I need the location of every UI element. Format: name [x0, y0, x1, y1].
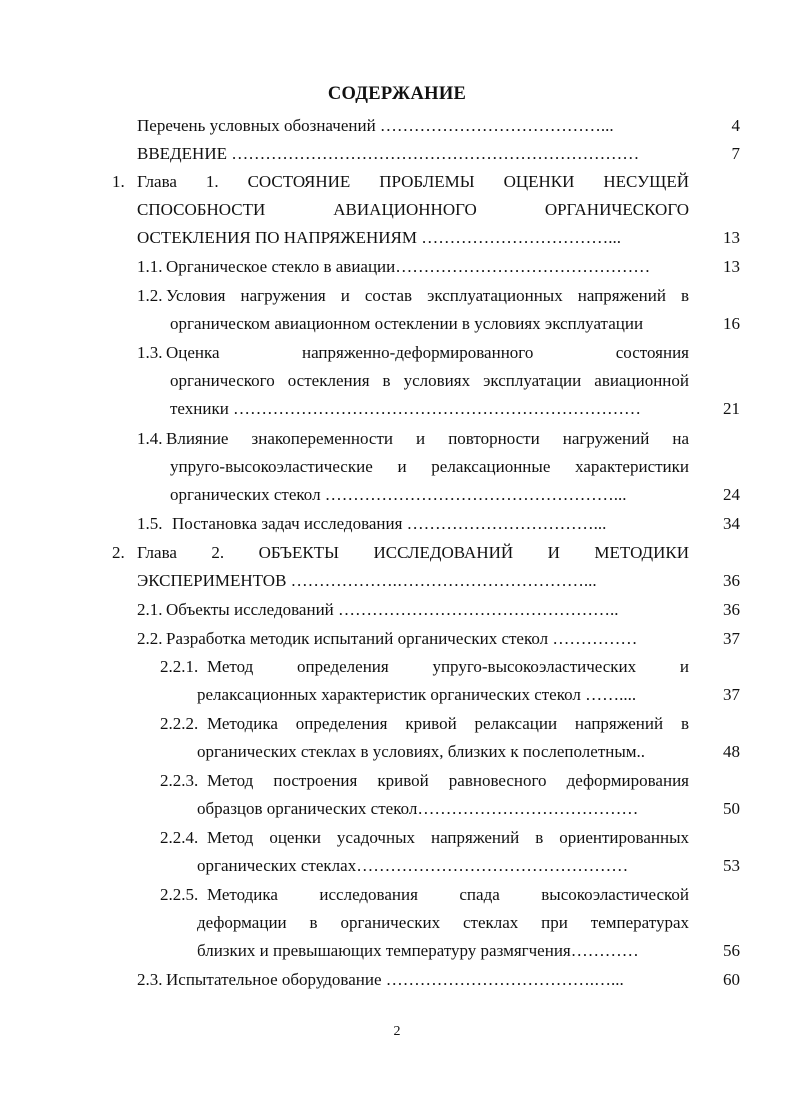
toc-entry-page: 16 — [723, 314, 740, 333]
toc-entry-page: 36 — [723, 571, 740, 590]
toc-entry-page: 34 — [723, 514, 740, 533]
toc-entry-number: 2.2. — [137, 629, 163, 648]
toc-entry-line: Глава 1. СОСТОЯНИЕ ПРОБЛЕМЫ ОЦЕНКИ НЕСУЩЕЙ — [137, 172, 689, 191]
toc-entry-line: Перечень условных обозначений …………………………………... — [137, 116, 614, 135]
toc-entry-page: 50 — [723, 799, 740, 818]
toc-entry-line: техники ……………………………………………………………… — [170, 399, 642, 418]
toc-entry-line: органическом авиационном остеклении в условиях эксплуатации — [170, 314, 644, 333]
toc-entry-number: 2.2.2. — [160, 714, 199, 733]
toc-entry-page: 13 — [723, 257, 740, 276]
toc-entry-number: 2.2.5. — [160, 885, 199, 904]
toc-entry-line: Испытательное оборудование ……………………………….…... — [166, 970, 624, 989]
toc-entry-line: органических стеклах………………………………………… — [197, 856, 629, 875]
toc-entry-number: 2.2.1. — [160, 657, 199, 676]
toc-entry-line: Метод построения кривой равновесного деформирования — [207, 771, 689, 790]
toc-entry-number: 1.3. — [137, 343, 163, 362]
toc-entry-line: Постановка задач исследования ……………………………... — [172, 514, 607, 533]
toc-entry-page: 56 — [723, 941, 740, 960]
toc-entry-line: ВВЕДЕНИЕ ……………………………………………………………… — [137, 144, 640, 163]
toc-entry-page: 21 — [723, 399, 740, 418]
toc-entry-page: 37 — [723, 685, 740, 704]
toc-entry-line: Методика исследования спада высокоэластической — [207, 885, 689, 904]
toc-entry-page: 36 — [723, 600, 740, 619]
toc-entry-page: 13 — [723, 228, 740, 247]
toc-entry-line: упруго-высокоэластические и релаксационные характеристики — [170, 457, 689, 476]
toc-entry-line: Оценка напряженно-деформированного состояния — [166, 343, 689, 362]
toc-entry-number: 1.1. — [137, 257, 163, 276]
toc-entry-number: 2.3. — [137, 970, 163, 989]
toc-entry-number: 1.2. — [137, 286, 163, 305]
toc-entry-line: Метод определения упруго-высокоэластических и — [207, 657, 689, 676]
toc-entry-line: Разработка методик испытаний органических стекол …………… — [166, 629, 638, 648]
toc-entry-page: 7 — [731, 144, 740, 163]
toc-entry-line: ОСТЕКЛЕНИЯ ПО НАПРЯЖЕНИЯМ ……………………………... — [137, 228, 621, 247]
toc-entry-page: 24 — [723, 485, 740, 504]
toc-entry-number: 2.2.4. — [160, 828, 199, 847]
toc-entry-page: 53 — [723, 856, 740, 875]
toc-entry-line: Глава 2. ОБЪЕКТЫ ИССЛЕДОВАНИЙ И МЕТОДИКИ — [137, 543, 689, 562]
toc-entry-page: 37 — [723, 629, 740, 648]
toc-entry-line: релаксационных характеристик органических стекол …….... — [197, 685, 637, 704]
toc-entry-line: ЭКСПЕРИМЕНТОВ ……………….……………………………... — [137, 571, 597, 590]
toc-entry-number: 2.1. — [137, 600, 163, 619]
toc-entry-number: 1.4. — [137, 429, 163, 448]
toc-entry-line: Условия нагружения и состав эксплуатационных напряжений в — [166, 286, 689, 305]
toc-entry-number: 2. — [112, 543, 125, 562]
toc-entry-line: органических стекол ……………………………………………... — [170, 485, 627, 504]
toc-entry-line: Методика определения кривой релаксации напряжений в — [207, 714, 689, 733]
toc-entry-line: близких и превышающих температуру размягчения………… — [197, 941, 639, 960]
toc-entry-page: 4 — [731, 116, 740, 135]
toc-entry-line: Органическое стекло в авиации……………………………………… — [166, 257, 651, 276]
page-title: СОДЕРЖАНИЕ — [327, 84, 467, 104]
toc-entry-number: 1.5. — [137, 514, 163, 533]
toc-entry-line: Объекты исследований ………………………………………….. — [166, 600, 619, 619]
toc-entry-line: Метод оценки усадочных напряжений в ориентированных — [207, 828, 689, 847]
toc-entry-line: деформации в органических стеклах при температурах — [197, 913, 689, 932]
toc-entry-line: органических стеклах в условиях, близких к послеполетным.. — [197, 742, 646, 761]
toc-entry-line: СПОСОБНОСТИ АВИАЦИОННОГО ОРГАНИЧЕСКОГО — [137, 200, 689, 219]
toc-entry-page: 60 — [723, 970, 740, 989]
toc-entry-line: Влияние знакопеременности и повторности нагружений на — [166, 429, 689, 448]
toc-entry-line: органического остекления в условиях эксплуатации авиационной — [170, 371, 689, 390]
toc-entry-line: образцов органических стекол………………………………… — [197, 799, 639, 818]
toc-entry-page: 48 — [723, 742, 740, 761]
page-number: 2 — [393, 1024, 401, 1039]
toc-entry-number: 2.2.3. — [160, 771, 199, 790]
toc-entry-number: 1. — [112, 172, 125, 191]
